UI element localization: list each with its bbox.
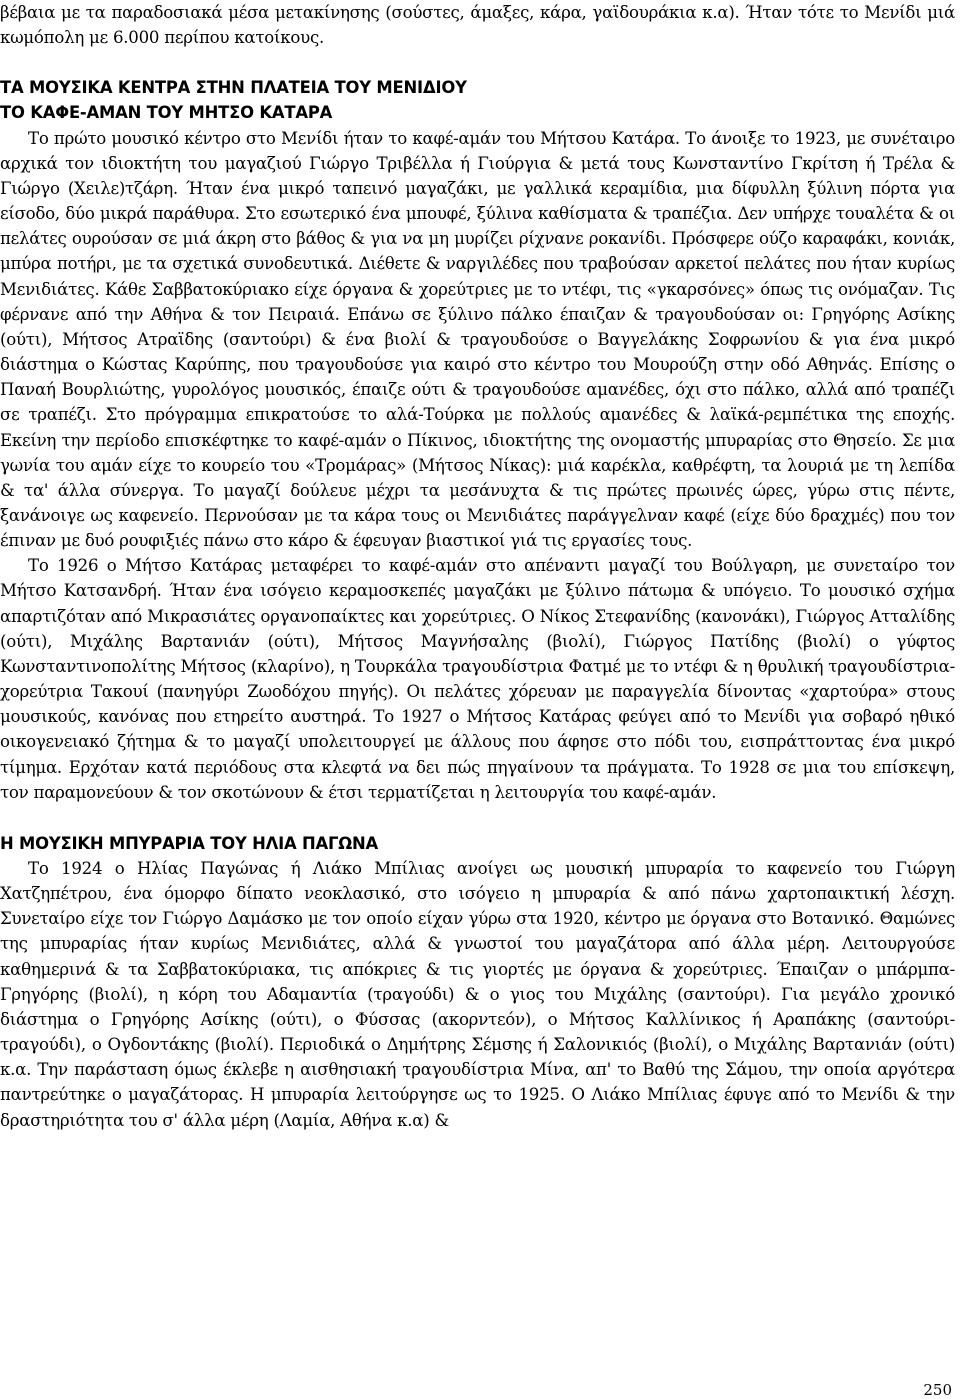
cafe-aman-paragraph-1: Το πρώτο μουσικό κέντρο στο Μενίδι ήταν το καφέ-αμάν του Μήτσου Κατάρα. Το άνοιξε το 1923, με συνέταιρο αρχικά τον ιδιοκτήτη του μαγαζιού Γιώργο Τριβέλλα ή Γιούργια & μετά τους Κωνσταντίνο Γκρίτση ή Τρέλα & Γιώργο (Χειλε)τζάρη. Ήταν ένα μικρό ταπεινό μαγαζάκι, με γαλλικά κεραμίδια, μια δίφυλλη ξύλινη πόρτα για είσοδο, δύο μικρά παράθυρα. Στο εσωτερικό ένα μπουφέ, ξύλινα καθίσματα & τραπέζια. Δεν υπήρχε τουαλέτα & οι πελάτες ουρούσαν σε μιά άκρη στο βάθος & για να μη μυρίζει ρίχνανε ροκανίδι. Πρόσφερε ούζο καραφάκι, κονιάκ, μπύρα ποτήρι, με τα σχετικά συνοδευτικά. Διέθετε & ναργιλέδες που τραβούσαν αρκετοί πελάτες που ήταν κυρίως Μενιδιάτες. Κάθε Σαββατοκύριακο είχε όργανα & χορεύτριες με το ντέφι, τις «γκαρσόνες» όπως τις ονόμαζαν. Τις φέρνανε από την Αθήνα & τον Πειραιά. Επάνω σε ξύλινο πάλκο έπαιζαν & τραγουδούσαν οι: Γρηγόρης Ασίκης (ούτι), Μήτσος Ατραϊδης (σαντούρι) & ένα βιολί & τραγουδούσε ο Βαγγελάκης Σοφρωνίου & για ένα μικρό διάστημα ο Κώστας Καρύπης, που τραγουδούσε για καιρό στο κέντρο του Μουρούζη στην οδό Αθηνάς. Επίσης ο Παναή Βουρλιώτης, γυρολόγος μουσικός, έπαιζε ούτι & τραγουδούσε αμανέδες, όχι στο πάλκο, αλλά από τραπέζι σε τραπέζι. Στο πρόγραμμα επικρατούσε το αλά-Τούρκα με πολλούς αμανέδες & λαϊκά-ρεμπέτικα της εποχής. Εκείνη την περίοδο επισκέφτηκε το καφέ-αμάν ο Πίκινος, ιδιοκτήτης της ονομαστής μπυραρίας στο Θησείο. Σε μια γωνία του αμάν είχε το κουρείο του «Τρομάρας» (Μήτσος Νίκας): μιά καρέκλα, καθρέφτη, τα λουριά με τη λεπίδα & τα' άλλα σύνεργα. Το μαγαζί δούλευε μέχρι τα μεσάνυχτα & τις πρώτες πρωινές ώρες, γύρω στις πέντε, ξανάνοιγε ως καφενείο. Περνούσαν με τα κάρα τους οι Μενιδιάτες παράγγελναν καφέ (είχε δύο δραχμές) που τον έπιναν με δυό ρουφιξιές πάνω στο κάρο & έφευγαν βιαστικοί γιά τις εργασίες τους. (0, 128, 955, 551)
section-subheading-cafe-aman: ΤΟ ΚΑΦΕ-ΑΜΑΝ ΤΟΥ ΜΗΤΣΟ ΚΑΤΑΡΑ (0, 103, 333, 123)
cafe-aman-paragraph-2: Το 1926 ο Μήτσο Κατάρας μεταφέρει το καφέ-αμάν στο απέναντι μαγαζί του Βούλγαρη, με συνεταίρο τον Μήτσο Κατσανδρή. Ήταν ένα ισόγειο κεραμοσκεπές μαγαζάκι με ξύλινο πάτωμα & υπόγειο. Το μουσικό σχήμα απαρτιζόταν από Μικρασιάτες οργανοπαίκτες και χορεύτριες. Ο Νίκος Στεφανίδης (κανονάκι), Γιώργος Ατταλίδης (ούτι), Μιχάλης Βαρτανιάν (ούτι), Μήτσος Μαγνήσαλης (βιολί), Γιώργος Πατίδης (βιολί) ο γύφτος Κωνσταντινοπολίτης Μήτσος (κλαρίνο), η Τουρκάλα τραγουδίστρια Φατμέ με το ντέφι & η θρυλική τραγουδίστρια-χορεύτρια Τακουί (πανηγύρι Ζωοδόχου πηγής). Οι πελάτες χόρευαν με παραγγελία δίνοντας «χαρτούρα» στους μουσικούς, κανόνας που ετηρείτο αυστηρά. Το 1927 ο Μήτσος Κατάρας φεύγει από το Μενίδι για σοβαρό ηθικό οικογενειακό ζήτημα & το μαγαζί υπολειτουργεί με άλλους που άφησε στο πόδι του, εισπράττοντας ένα μικρό τίμημα. Ερχόταν κατά περιόδους στα κλεφτά να δει πώς πηγαίνουν τα πράγματα. Το 1928 σε μια του επίσκεψη, τον παραμονεύουν & τον σκοτώνουν & έτσι τερματίζεται η λειτουργία του καφέ-αμάν. (0, 556, 955, 802)
page-number: 250 (923, 1381, 952, 1399)
section-heading-beer-hall: Η ΜΟΥΣΙΚΗ ΜΠΥΡΑΡΙΑ ΤΟΥ ΗΛΙΑ ΠΑΓΩΝΑ (0, 833, 379, 853)
section-heading-music-centers: ΤΑ ΜΟΥΣΙΚΑ ΚΕΝΤΡΑ ΣΤΗΝ ΠΛΑΤΕΙΑ ΤΟΥ ΜΕΝΙΔΙΟΥ (0, 78, 467, 98)
beer-hall-paragraph-1: Το 1924 ο Ηλίας Παγώνας ή Λιάκο Μπίλιας ανοίγει ως μουσική μπυραρία το καφενείο του Γιώργη Χατζηπέτρου, ένα όμορφο δίπατο νεοκλασικό, στο ισόγειο η μπυραρία & από πάνω χαρτοπαικτική λέσχη. Συνεταίρο είχε τον Γιώργο Δαμάσκο με τον οποίο είχαν γύρω στα 1920, κέντρο με όργανα στο Βοτανικό. Θαμώνες της μπυραρίας ήταν κυρίως Μενιδιάτες, αλλά & γνωστοί του μαγαζάτορα από άλλα μέρη. Λειτουργούσε καθημερινά & τα Σαββατοκύριακα, τις απόκριες & τις γιορτές με όργανα & χορεύτριες. Έπαιζαν ο μπάρμπα-Γρηγόρης (βιολί), η κόρη του Αδαμαντία (τραγούδι) & ο γιος του Μιχάλης (σαντούρι). Για μεγάλο χρονικό διάστημα ο Γρηγόρης Ασίκης (ούτι), ο Φύσσας (ακορντεόν), ο Μήτσος Καλλίνικος ή Αραπάκης (σαντούρι-τραγούδι), ο Ογδοντάκης (βιολί). Περιοδικά ο Δημήτρης Σέμσης ή Σαλονικιός (βιολί), ο Μιχάλης Βαρτανιάν (ούτι) κ.α. Την παράσταση όμως έκλεβε η αισθησιακή τραγουδίστρια Μίνα, απ' το Βαθύ της Σάμου, την οποία αργότερα παντρεύτηκε ο μαγαζάτορας. Η μπυραρία λειτούργησε ως το 1925. Ο Λιάκο Μπίλιας έφυγε από το Μενίδι & την δραστηριότητα του σ' άλλα μέρη (Λαμία, Αθήνα κ.α) & (0, 859, 955, 1130)
intro-paragraph: βέβαια με τα παραδοσιακά μέσα μετακίνησης (σούστες, άμαξες, κάρα, γαϊδουράκια κ.α). Ήταν τότε το Μενίδι μιά κωμόπολη με 6.000 περίπου κατοίκους. (0, 3, 955, 48)
